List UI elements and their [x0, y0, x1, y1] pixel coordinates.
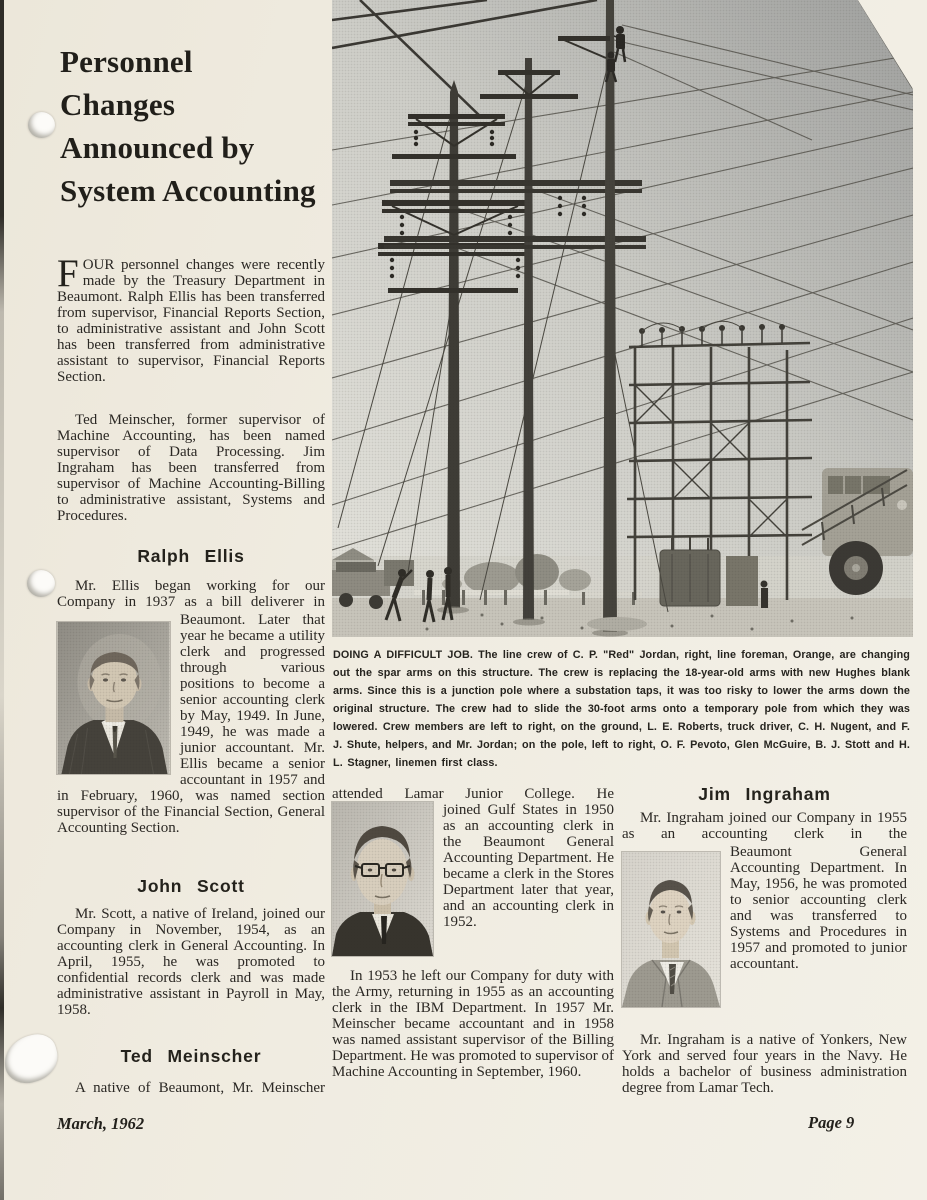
meinscher-paragraph-wrap [332, 802, 614, 961]
punch-hole-torn [0, 1030, 63, 1088]
ingraham-paragraph-wrap [622, 844, 907, 1012]
title-line: System Accounting [60, 173, 316, 208]
section-heading-john-scott: John Scott [137, 876, 245, 896]
ellis-paragraph-wrap [57, 612, 325, 836]
drop-cap: F [57, 252, 79, 295]
meinscher-continuation-line: attended Lamar Junior College. He [332, 786, 614, 802]
jim-ingraham-portrait-photo [622, 852, 720, 1007]
title-line: Changes [60, 87, 176, 122]
ted-meinscher-portrait-photo [332, 802, 433, 956]
scott-paragraph: Mr. Scott, a native of Ireland, joined our Company in November, 1954, as an accounting clerk in General Accounting. In April, 1955, he was promoted to confidential records clerk and was made administrative assistant in Payroll in May, 1958. [57, 906, 325, 1018]
ellis-paragraph-wrap-text: Beaumont. Later that year he became a utility clerk and progressed through various positions to become a senior accounting clerk by May, 1949. In June, 1949, he was made a junior accountant. Mr. Ellis became a senior accountant in 1957 and in February, 1960, was named section supervisor of the Financial Section, General Accounting Section. [57, 612, 325, 836]
meinscher-paragraph-2: In 1953 he left our Company for duty with the Army, returning in 1955 as an accounting clerk in the IBM Department. In 1957 Mr. Meinscher became accountant and in 1958 was named assistant supervisor of the Billing Department. He was promoted to supervisor of Machine Accounting in September, 1960. [332, 968, 615, 1080]
intro-paragraph-text: OUR personnel changes were recently made by the Treasury Department in Beaumont. Ralph Ellis has been transferred from supervisor, Financial Reports Section, to administrative assistant and John Scott has been transferred from administrative assistant to supervisor, Financial Reports Section. [57, 257, 325, 385]
section-heading-jim-ingraham: Jim Ingraham [698, 784, 831, 804]
meinscher-paragraph-start: A native of Beaumont, Mr. Meinscher [75, 1080, 325, 1096]
punch-hole [28, 112, 55, 138]
ellis-paragraph-start: Mr. Ellis began working for our Company in 1937 as a bill deliverer in [57, 578, 325, 610]
section-heading-ralph-ellis: Ralph Ellis [137, 546, 245, 566]
intro-paragraph-2: Ted Meinscher, former supervisor of Machine Accounting, has been named supervisor of Data Processing. Jim Ingraham has been transferred from supervisor of Machine Accounting-Billing to administrative assistant, Systems and Procedures. [57, 412, 325, 524]
dirt-mound [587, 617, 647, 631]
section-heading-ted-meinscher: Ted Meinscher [120, 1046, 262, 1066]
ingraham-paragraph-start: Mr. Ingraham joined our Company in 1955 as an accounting clerk in the [622, 810, 907, 842]
intro-paragraph [57, 252, 325, 385]
photo-caption: DOING A DIFFICULT JOB. The line crew of C. P. "Red" Jordan, right, line foreman, Orange, are changing out the spar arms on this structure. The crew is replacing the 18-year-old arms with new Hughes blank arms. Since this is a junction pole where a substation taps, it was too risky to lower the arms down the original structure. The crew had to slide the 30-foot arms onto a temporary pole from which they was lowered. Crew members are left to right, on the ground, L. E. Roberts, truck driver, C. H. Nugent, and F. J. Shute, helpers, and Mr. Jordan; on the pole, left to right, O. F. Pevoto, Glen McGuire, B. J. Stott and H. L. Stagner, linemen first class. [333, 649, 910, 769]
line-crew-photo-art [332, 0, 913, 637]
ingraham-paragraph-2: Mr. Ingraham is a native of Yonkers, New York and served four years in the Navy. He holds a bachelor of business administration degree from Lamar Tech. [622, 1032, 907, 1096]
line-crew-photo [332, 0, 913, 637]
ralph-ellis-portrait-photo [57, 622, 170, 774]
meinscher-paragraph-wrap-text: joined Gulf States in 1950 as an accounting clerk in the Beaumont General Accounting Department. He became a clerk in the Stores Department later that year, and an accounting clerk in 1952. [443, 802, 614, 930]
footer-page-number: Page 9 [808, 1113, 855, 1132]
title-line: Announced by [60, 130, 255, 165]
title-line: Personnel [60, 44, 193, 79]
scan-edge-shadow [0, 0, 4, 1200]
ingraham-paragraph-wrap-text: Beaumont General Accounting Department. In May, 1956, he was promoted to senior accounting clerk and was transferred to Systems and Procedures in 1957 and promoted to junior accountant. [730, 844, 907, 972]
punch-hole [27, 570, 55, 597]
footer-issue-date: March, 1962 [57, 1114, 145, 1133]
article-title [60, 40, 338, 212]
